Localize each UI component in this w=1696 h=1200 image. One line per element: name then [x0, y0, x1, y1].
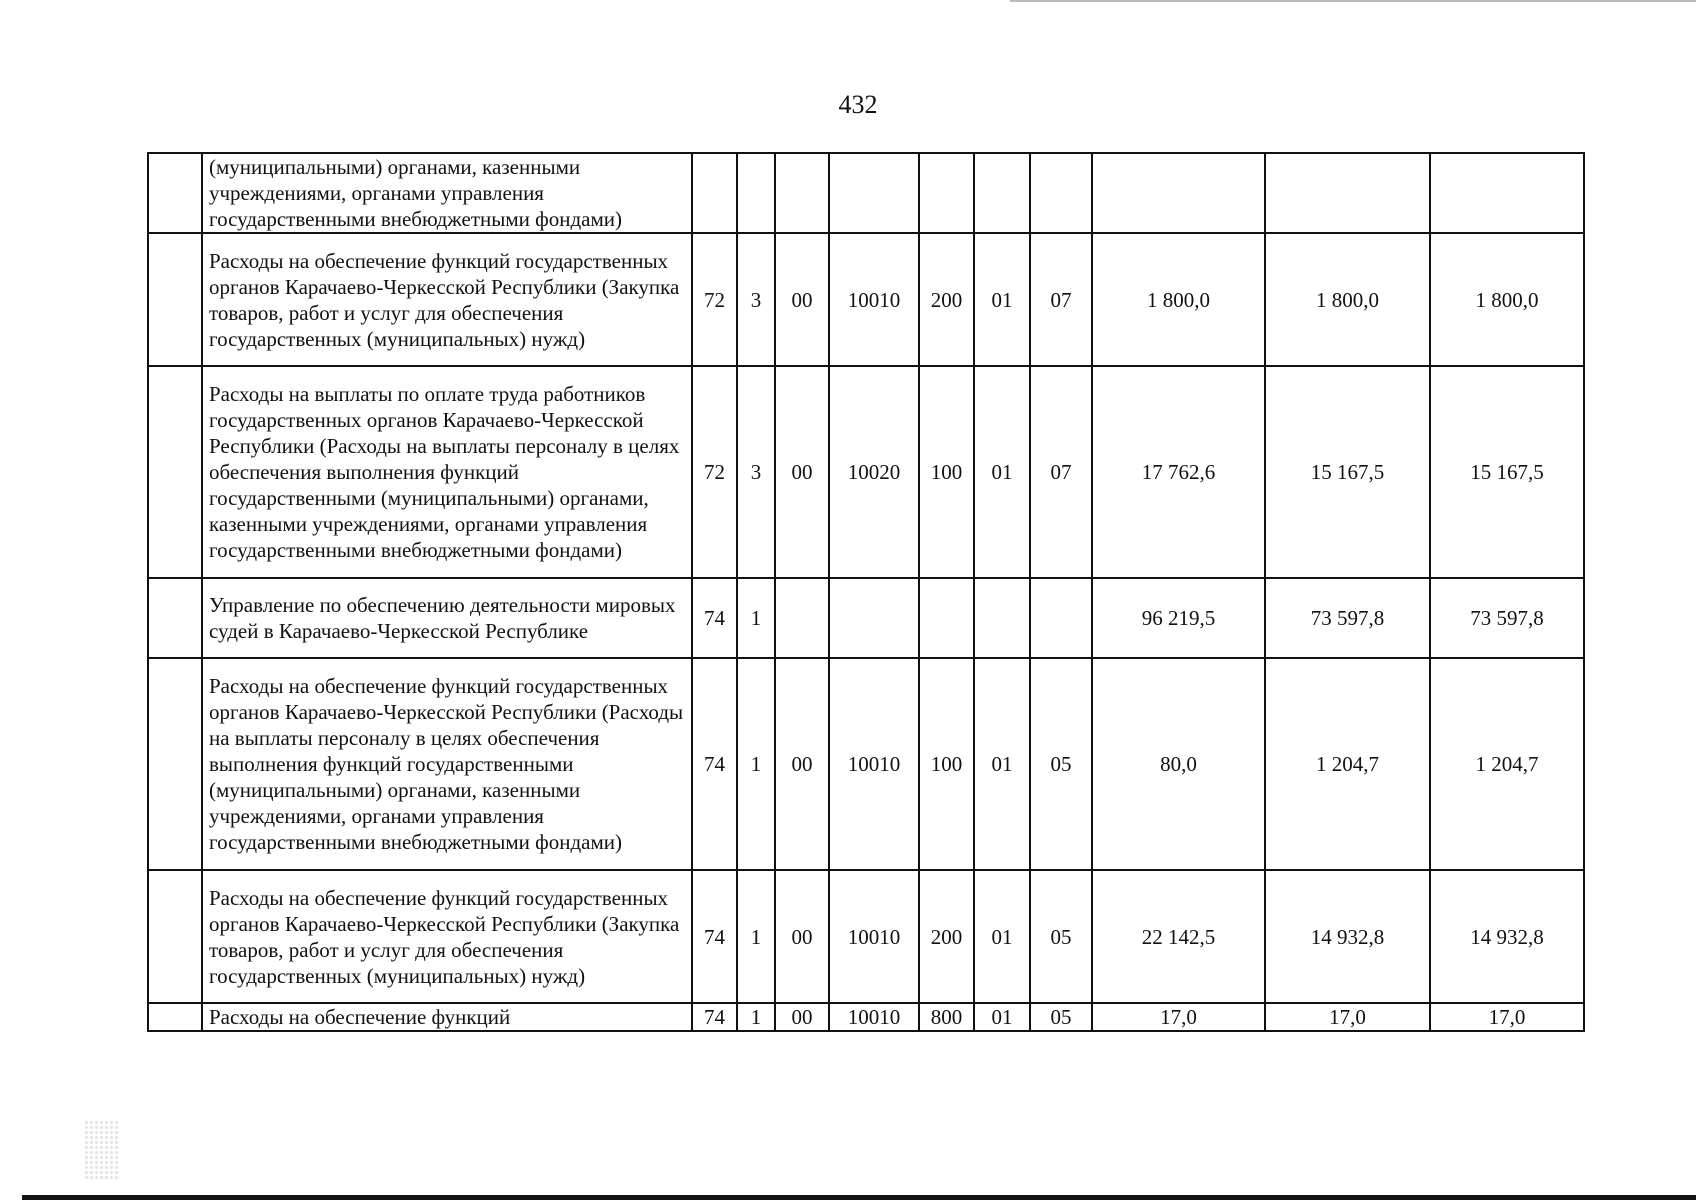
row-description: Расходы на обеспечение функций	[202, 1003, 692, 1031]
row-index-cell	[148, 1003, 202, 1031]
code-cell-c6: 01	[974, 366, 1030, 578]
code-cell-c4	[829, 578, 919, 658]
code-cell-c5	[919, 153, 974, 233]
code-cell-c5: 200	[919, 870, 974, 1003]
code-cell-c1: 74	[692, 870, 737, 1003]
row-description: Расходы на обеспечение функций государственных органов Карачаево-Черкесской Республики (Закупка товаров, работ и услуг для обеспечения государственных (муниципальных) нужд)	[202, 870, 692, 1003]
budget-table	[147, 152, 1585, 1032]
code-cell-c7: 05	[1030, 1003, 1092, 1031]
amount-cell-v3: 15 167,5	[1430, 366, 1584, 578]
amount-cell-v2	[1265, 153, 1430, 233]
amount-cell-v2: 1 204,7	[1265, 658, 1430, 870]
code-cell-c1: 72	[692, 233, 737, 366]
code-cell-c6: 01	[974, 658, 1030, 870]
row-index-cell	[148, 366, 202, 578]
amount-cell-v2: 17,0	[1265, 1003, 1430, 1031]
amount-cell-v3: 73 597,8	[1430, 578, 1584, 658]
code-cell-c4: 10010	[829, 870, 919, 1003]
code-cell-c4: 10010	[829, 233, 919, 366]
code-cell-c7	[1030, 153, 1092, 233]
amount-cell-v2: 14 932,8	[1265, 870, 1430, 1003]
row-index-cell	[148, 870, 202, 1003]
table-row	[148, 366, 1584, 578]
page-number: 432	[838, 90, 878, 119]
amount-cell-v1	[1092, 153, 1265, 233]
amount-cell-v1: 17 762,6	[1092, 366, 1265, 578]
row-description: Расходы на обеспечение функций государственных органов Карачаево-Черкесской Республики (Расходы на выплаты персоналу в целях обеспечения выполнения функций государственными (муниципальными) органами, казенными учреждениями, органами управления государственными внебюджетными фондами)	[202, 658, 692, 870]
row-index-cell	[148, 578, 202, 658]
table-row	[148, 870, 1584, 1003]
table-row	[148, 233, 1584, 366]
code-cell-c2: 3	[737, 233, 775, 366]
code-cell-c4	[829, 153, 919, 233]
amount-cell-v2: 73 597,8	[1265, 578, 1430, 658]
scan-top-edge-line	[1010, 0, 1696, 2]
code-cell-c7	[1030, 578, 1092, 658]
scan-bottom-rule	[22, 1195, 1696, 1200]
amount-cell-v1: 80,0	[1092, 658, 1265, 870]
amount-cell-v3: 1 204,7	[1430, 658, 1584, 870]
code-cell-c4: 10010	[829, 658, 919, 870]
scan-noise-mark	[84, 1120, 120, 1180]
table-row	[148, 1003, 1584, 1031]
code-cell-c6	[974, 578, 1030, 658]
code-cell-c5: 100	[919, 366, 974, 578]
code-cell-c6: 01	[974, 870, 1030, 1003]
row-index-cell	[148, 658, 202, 870]
amount-cell-v3: 17,0	[1430, 1003, 1584, 1031]
code-cell-c3: 00	[775, 658, 829, 870]
amount-cell-v1: 1 800,0	[1092, 233, 1265, 366]
code-cell-c3: 00	[775, 1003, 829, 1031]
code-cell-c7: 05	[1030, 658, 1092, 870]
code-cell-c1: 74	[692, 1003, 737, 1031]
row-index-cell	[148, 153, 202, 233]
code-cell-c3	[775, 578, 829, 658]
amount-cell-v3	[1430, 153, 1584, 233]
code-cell-c1: 72	[692, 366, 737, 578]
table-body	[148, 153, 1584, 1031]
code-cell-c5	[919, 578, 974, 658]
row-description: Расходы на выплаты по оплате труда работников государственных органов Карачаево-Черкесской Республики (Расходы на выплаты персоналу в целях обеспечения выполнения функций государственными (муниципальными) органами, казенными учреждениями, органами управления государственными внебюджетными фондами)	[202, 366, 692, 578]
code-cell-c2: 1	[737, 578, 775, 658]
code-cell-c1	[692, 153, 737, 233]
code-cell-c7: 07	[1030, 366, 1092, 578]
amount-cell-v3: 14 932,8	[1430, 870, 1584, 1003]
code-cell-c3: 00	[775, 233, 829, 366]
code-cell-c7: 07	[1030, 233, 1092, 366]
row-description: (муниципальными) органами, казенными учреждениями, органами управления государственными внебюджетными фондами)	[202, 153, 692, 233]
row-description: Расходы на обеспечение функций государственных органов Карачаево-Черкесской Республики (Закупка товаров, работ и услуг для обеспечения государственных (муниципальных) нужд)	[202, 233, 692, 366]
code-cell-c2: 1	[737, 870, 775, 1003]
code-cell-c6: 01	[974, 1003, 1030, 1031]
row-index-cell	[148, 233, 202, 366]
code-cell-c5: 100	[919, 658, 974, 870]
table-row	[148, 578, 1584, 658]
amount-cell-v2: 15 167,5	[1265, 366, 1430, 578]
amount-cell-v1: 96 219,5	[1092, 578, 1265, 658]
code-cell-c3: 00	[775, 366, 829, 578]
code-cell-c2	[737, 153, 775, 233]
code-cell-c4: 10020	[829, 366, 919, 578]
amount-cell-v2: 1 800,0	[1265, 233, 1430, 366]
code-cell-c1: 74	[692, 658, 737, 870]
table-row	[148, 153, 1584, 233]
code-cell-c2: 1	[737, 1003, 775, 1031]
code-cell-c3: 00	[775, 870, 829, 1003]
code-cell-c1: 74	[692, 578, 737, 658]
amount-cell-v1: 22 142,5	[1092, 870, 1265, 1003]
code-cell-c3	[775, 153, 829, 233]
table-row	[148, 658, 1584, 870]
amount-cell-v1: 17,0	[1092, 1003, 1265, 1031]
code-cell-c6	[974, 153, 1030, 233]
code-cell-c2: 3	[737, 366, 775, 578]
row-description: Управление по обеспечению деятельности мировых судей в Карачаево-Черкесской Республике	[202, 578, 692, 658]
amount-cell-v3: 1 800,0	[1430, 233, 1584, 366]
code-cell-c4: 10010	[829, 1003, 919, 1031]
code-cell-c5: 800	[919, 1003, 974, 1031]
code-cell-c5: 200	[919, 233, 974, 366]
code-cell-c2: 1	[737, 658, 775, 870]
code-cell-c6: 01	[974, 233, 1030, 366]
code-cell-c7: 05	[1030, 870, 1092, 1003]
